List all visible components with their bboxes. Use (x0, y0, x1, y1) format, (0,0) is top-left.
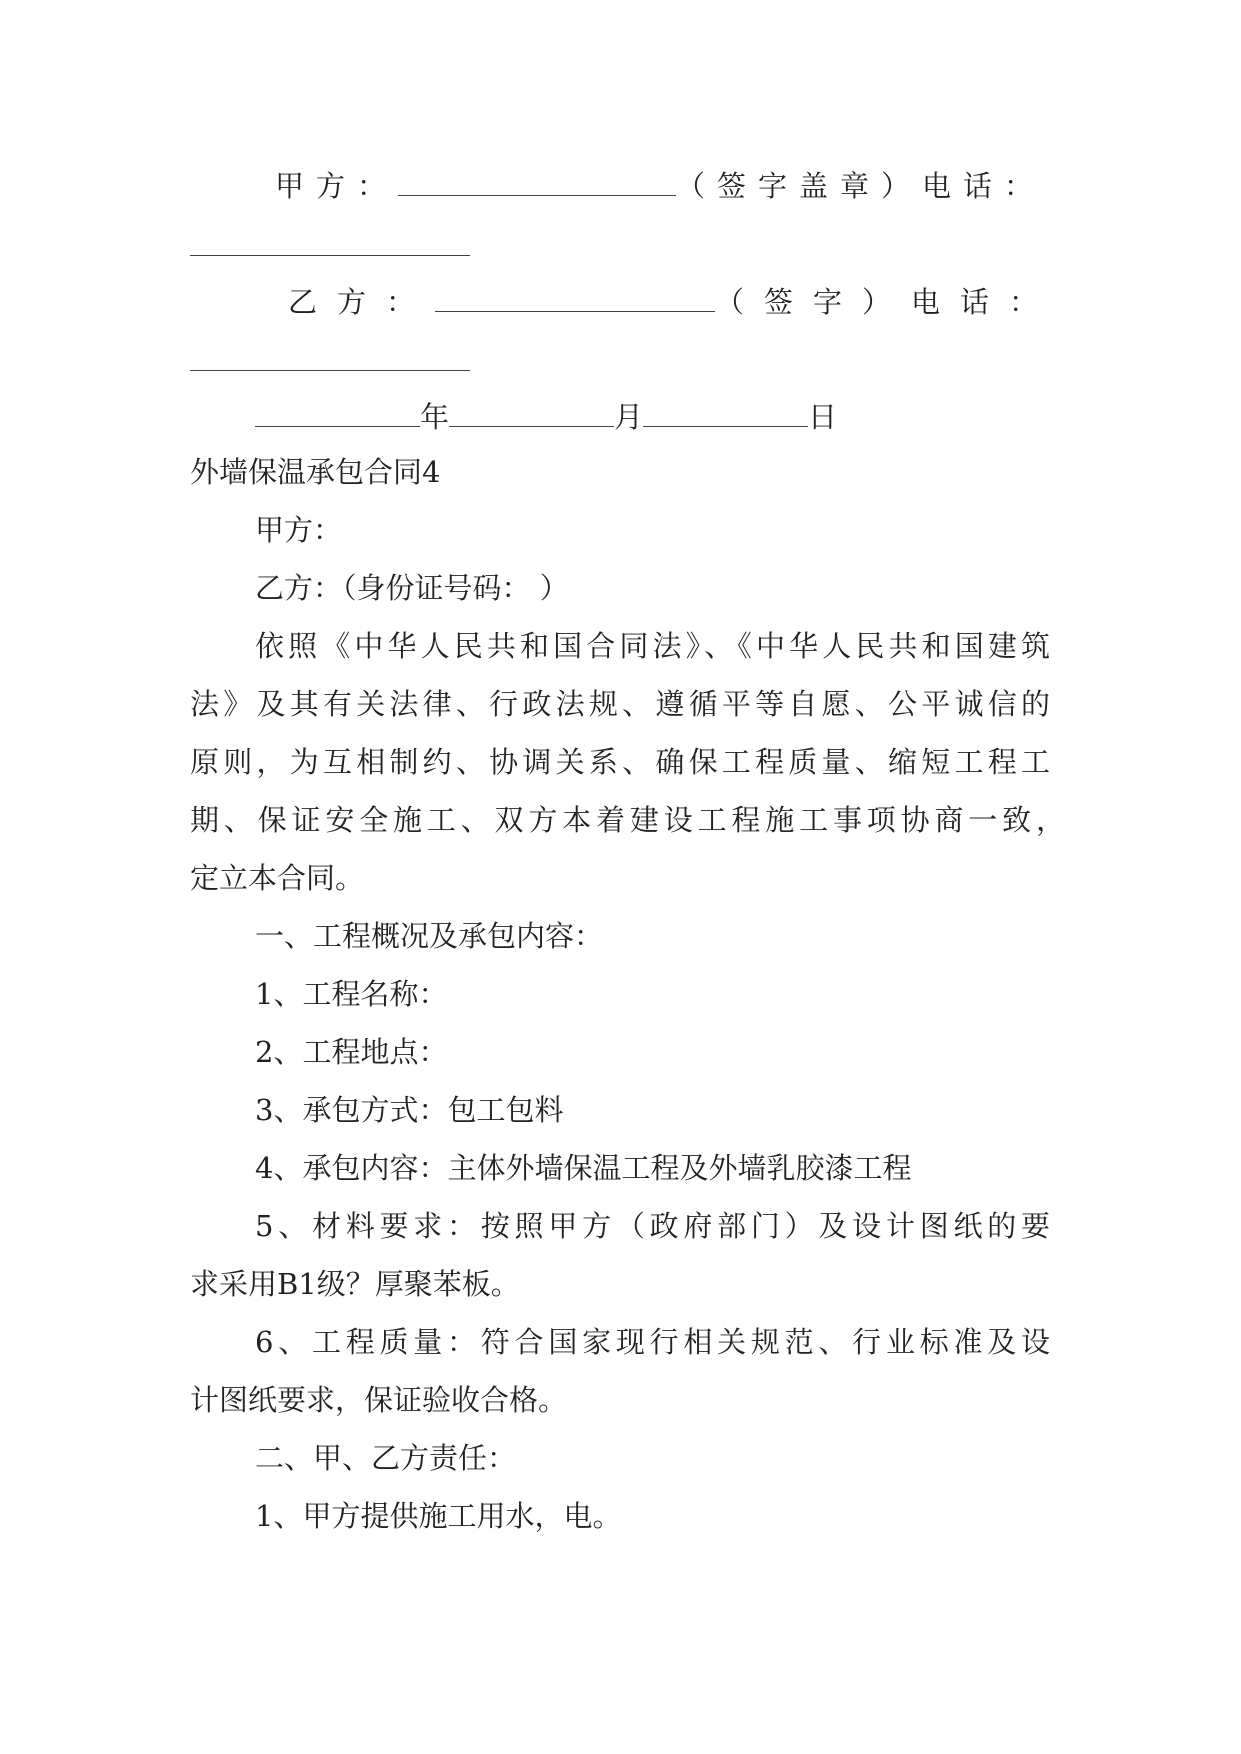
party-b-phone-blank[interactable] (190, 370, 470, 371)
party-b-signature-line (288, 282, 1058, 322)
intro-line-3: 原则，为互相制约、协调关系、确保工程质量、缩短工程工 (190, 745, 1050, 779)
party-a-signature-line (275, 166, 1045, 206)
party-a-phone-blank[interactable] (190, 255, 470, 256)
party-b-phone-label: 电话： (911, 285, 1059, 319)
party-a-signature-blank[interactable] (398, 194, 676, 196)
item-6-line-1: 6、工程质量：符合国家现行相关规范、行业标准及设 (255, 1325, 1050, 1359)
month-label: 月 (614, 400, 644, 434)
contract-party-a: 甲方： (255, 513, 343, 547)
item-2-project-location: 2、工程地点： (255, 1035, 448, 1069)
item-1-project-name: 1、工程名称： (255, 977, 448, 1011)
party-b-signature-blank[interactable] (435, 310, 715, 312)
month-blank[interactable] (449, 425, 614, 427)
section-1-heading: 一、工程概况及承包内容： (255, 919, 604, 953)
party-a-phone-label: 电话： (922, 169, 1046, 203)
intro-line-2: 法》及其有关法律、行政法规、遵循平等自愿、公平诚信的 (190, 687, 1050, 721)
section-2-heading: 二、甲、乙方责任： (255, 1441, 517, 1475)
intro-line-1: 依照《中华人民共和国合同法》、《中华人民共和国建筑 (255, 629, 1050, 663)
party-b-signature-label: 乙方： (288, 285, 436, 319)
contract-title: 外墙保温承包合同4 (190, 455, 441, 489)
day-label: 日 (808, 400, 838, 434)
year-label: 年 (420, 400, 450, 434)
year-blank[interactable] (255, 425, 420, 427)
day-blank[interactable] (643, 425, 808, 427)
party-a-signature-note: （签字盖章） (676, 169, 923, 203)
contract-party-b: 乙方：（身份证号码： ） (255, 571, 569, 605)
item-3-contract-method: 3、承包方式：包工包料 (255, 1093, 564, 1127)
party-a-signature-label: 甲方： (275, 169, 399, 203)
intro-line-4: 期、保证安全施工、双方本着建设工程施工事项协商一致， (190, 803, 1065, 837)
item-4-contract-content: 4、承包内容：主体外墙保温工程及外墙乳胶漆工程 (255, 1151, 912, 1185)
section-2-item-1: 1、甲方提供施工用水，电。 (255, 1499, 622, 1533)
item-6-line-2: 计图纸要求，保证验收合格。 (190, 1383, 568, 1417)
party-b-signature-note: （签字） (715, 285, 912, 319)
date-line (255, 397, 837, 437)
item-5-line-2: 求采用B1级？厚聚苯板。 (190, 1267, 520, 1301)
intro-line-5: 定立本合同。 (190, 861, 365, 895)
item-5-line-1: 5、材料要求：按照甲方（政府部门）及设计图纸的要 (255, 1209, 1050, 1243)
